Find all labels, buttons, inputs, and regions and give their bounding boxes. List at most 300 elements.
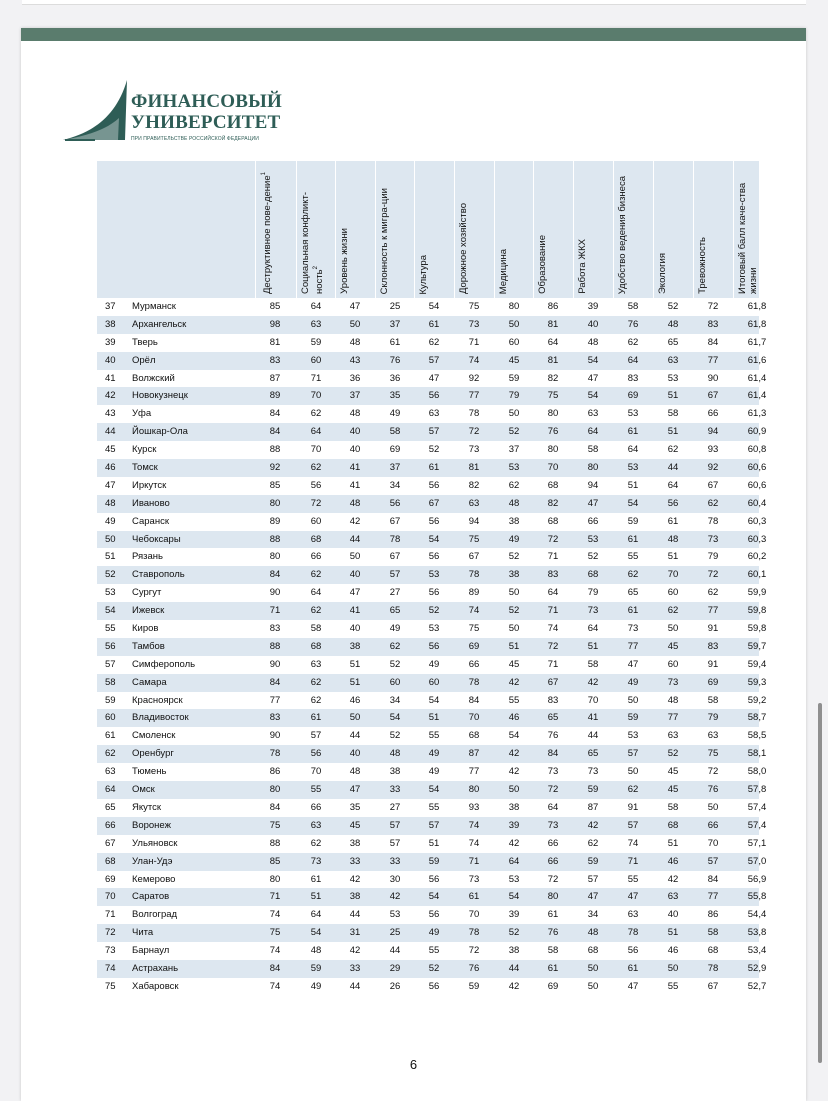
score-cell: 65 (547, 712, 559, 724)
score-cell: 56 (428, 873, 440, 885)
score-cell: 80 (547, 891, 559, 903)
score-cell: 40 (349, 623, 361, 635)
score-cell: 91 (627, 801, 639, 813)
score-cell: 75 (468, 533, 480, 545)
city-cell: Ульяновск (132, 837, 178, 849)
total-score-cell: 59,2 (747, 694, 767, 706)
score-cell: 77 (707, 605, 719, 617)
score-cell: 75 (468, 301, 480, 312)
score-cell: 57 (389, 569, 401, 581)
score-cell: 76 (468, 962, 480, 974)
score-cell: 41 (587, 712, 599, 724)
score-cell: 75 (468, 623, 480, 635)
city-cell: Киров (132, 623, 159, 635)
score-cell: 67 (547, 676, 559, 688)
score-cell: 64 (508, 855, 520, 867)
score-cell: 84 (269, 408, 281, 420)
score-cell: 68 (547, 515, 559, 527)
score-cell: 84 (269, 962, 281, 974)
score-cell: 63 (310, 658, 322, 670)
score-cell: 67 (468, 551, 480, 563)
score-cell: 50 (627, 766, 639, 778)
score-cell: 51 (667, 551, 679, 563)
rank-cell: 72 (105, 927, 116, 939)
score-cell: 83 (547, 694, 559, 706)
column-header (494, 161, 535, 298)
score-cell: 84 (269, 801, 281, 813)
score-cell: 64 (310, 426, 322, 438)
score-cell: 41 (349, 605, 361, 617)
city-cell: Воронеж (132, 819, 171, 831)
score-cell: 89 (269, 390, 281, 402)
score-cell: 80 (547, 408, 559, 420)
logo-line-3: ПРИ ПРАВИТЕЛЬСТВЕ РОССИЙСКОЙ ФЕДЕРАЦИИ (131, 136, 259, 142)
rank-cell: 62 (105, 748, 116, 760)
column-header-label (697, 237, 708, 294)
score-cell: 75 (707, 748, 719, 760)
score-cell: 86 (707, 909, 719, 921)
score-cell: 36 (349, 372, 361, 384)
total-score-cell: 61,4 (747, 390, 767, 402)
score-cell: 40 (349, 748, 361, 760)
total-score-cell: 55,8 (747, 891, 767, 903)
score-cell: 27 (389, 587, 401, 599)
total-score-cell: 59,3 (747, 676, 767, 688)
score-cell: 63 (667, 730, 679, 742)
score-cell: 42 (508, 676, 520, 688)
city-cell: Йошкар-Ола (132, 426, 188, 438)
city-cell: Волгоград (132, 909, 178, 921)
city-cell: Томск (132, 462, 158, 474)
score-cell: 55 (508, 694, 520, 706)
table-row (97, 513, 767, 531)
score-cell: 73 (707, 533, 719, 545)
score-cell: 46 (667, 855, 679, 867)
score-cell: 57 (707, 855, 719, 867)
city-cell: Чита (132, 927, 154, 939)
column-header-label (259, 172, 273, 294)
score-cell: 77 (707, 891, 719, 903)
score-cell: 54 (428, 891, 440, 903)
score-cell: 54 (587, 354, 599, 366)
score-cell: 55 (627, 551, 639, 563)
scrollbar[interactable] (818, 703, 822, 1063)
score-cell: 45 (508, 354, 520, 366)
score-cell: 52 (428, 605, 440, 617)
table-row (97, 888, 767, 906)
score-cell: 51 (428, 712, 440, 724)
column-header (296, 161, 337, 298)
score-cell: 63 (428, 408, 440, 420)
score-cell: 68 (707, 945, 719, 957)
score-cell: 47 (627, 980, 639, 992)
table-row (97, 405, 767, 423)
score-cell: 76 (547, 426, 559, 438)
score-cell: 49 (428, 766, 440, 778)
score-cell: 46 (349, 694, 361, 706)
column-header (375, 161, 416, 298)
score-cell: 54 (389, 712, 401, 724)
score-cell: 80 (269, 497, 281, 509)
total-score-cell: 53,8 (747, 927, 767, 939)
table-body (97, 298, 767, 996)
score-cell: 54 (310, 927, 322, 939)
score-cell: 47 (627, 891, 639, 903)
city-cell: Саратов (132, 891, 170, 903)
city-cell: Орёл (132, 354, 156, 366)
score-cell: 53 (508, 462, 520, 474)
score-cell: 78 (468, 927, 480, 939)
score-cell: 98 (269, 318, 281, 330)
score-cell: 55 (428, 945, 440, 957)
score-cell: 81 (269, 336, 281, 348)
score-cell: 88 (269, 837, 281, 849)
score-cell: 73 (547, 766, 559, 778)
score-cell: 44 (389, 945, 401, 957)
score-cell: 61 (310, 873, 322, 885)
table-row (97, 334, 767, 352)
score-cell: 63 (667, 354, 679, 366)
score-cell: 47 (627, 658, 639, 670)
score-cell: 87 (468, 748, 480, 760)
rank-cell: 37 (105, 301, 116, 312)
score-cell: 40 (587, 318, 599, 330)
score-cell: 33 (389, 855, 401, 867)
score-cell: 66 (310, 801, 322, 813)
table-row (97, 656, 767, 674)
score-cell: 80 (269, 873, 281, 885)
score-cell: 87 (269, 372, 281, 384)
score-cell: 62 (707, 497, 719, 509)
city-cell: Симферополь (132, 658, 196, 670)
score-cell: 42 (389, 891, 401, 903)
rank-cell: 75 (105, 980, 116, 992)
rank-cell: 52 (105, 569, 116, 581)
score-cell: 37 (389, 462, 401, 474)
score-cell: 62 (587, 837, 599, 849)
table-row (97, 620, 767, 638)
score-cell: 72 (468, 426, 480, 438)
column-header (533, 161, 574, 298)
score-cell: 56 (667, 497, 679, 509)
city-cell: Волжский (132, 372, 175, 384)
score-cell: 51 (667, 390, 679, 402)
score-cell: 48 (349, 497, 361, 509)
rank-cell: 71 (105, 909, 116, 921)
header-accent-bar (21, 28, 806, 41)
document-page (21, 28, 806, 1101)
score-cell: 63 (627, 909, 639, 921)
total-score-cell: 53,4 (747, 945, 767, 957)
score-cell: 58 (310, 623, 322, 635)
score-cell: 89 (468, 587, 480, 599)
score-cell: 92 (707, 462, 719, 474)
score-cell: 64 (547, 587, 559, 599)
total-score-cell: 59,8 (747, 605, 767, 617)
score-cell: 73 (468, 873, 480, 885)
rank-cell: 46 (105, 462, 116, 474)
score-cell: 65 (667, 336, 679, 348)
total-score-cell: 61,7 (747, 336, 767, 348)
score-cell: 47 (349, 301, 361, 312)
score-cell: 73 (468, 318, 480, 330)
score-cell: 88 (269, 444, 281, 456)
score-cell: 58 (707, 694, 719, 706)
rank-cell: 59 (105, 694, 116, 706)
rank-cell: 42 (105, 390, 116, 402)
score-cell: 53 (428, 569, 440, 581)
table-row (97, 960, 767, 978)
score-cell: 52 (508, 551, 520, 563)
score-cell: 63 (310, 318, 322, 330)
score-cell: 54 (508, 891, 520, 903)
score-cell: 70 (468, 712, 480, 724)
score-cell: 58 (667, 801, 679, 813)
score-cell: 72 (547, 533, 559, 545)
table-row (97, 799, 767, 817)
score-cell: 70 (667, 569, 679, 581)
score-cell: 70 (468, 909, 480, 921)
score-cell: 51 (667, 426, 679, 438)
rank-cell: 43 (105, 408, 116, 420)
score-cell: 66 (547, 837, 559, 849)
score-cell: 44 (349, 730, 361, 742)
city-cell: Иваново (132, 497, 170, 509)
score-cell: 42 (508, 980, 520, 992)
score-cell: 79 (707, 712, 719, 724)
score-cell: 69 (547, 980, 559, 992)
total-score-cell: 56,9 (747, 873, 767, 885)
score-cell: 71 (627, 855, 639, 867)
city-cell: Оренбург (132, 748, 174, 760)
score-cell: 53 (508, 873, 520, 885)
score-cell: 57 (389, 837, 401, 849)
score-cell: 51 (627, 479, 639, 491)
score-cell: 56 (627, 945, 639, 957)
score-cell: 55 (310, 784, 322, 796)
score-cell: 58 (587, 444, 599, 456)
score-cell: 73 (468, 444, 480, 456)
score-cell: 60 (667, 587, 679, 599)
column-header-label (657, 253, 668, 294)
score-cell: 48 (349, 408, 361, 420)
score-cell: 64 (547, 336, 559, 348)
score-cell: 48 (508, 497, 520, 509)
score-cell: 83 (707, 640, 719, 652)
score-cell: 66 (587, 515, 599, 527)
table-row (97, 906, 767, 924)
score-cell: 47 (428, 372, 440, 384)
score-cell: 59 (428, 855, 440, 867)
score-cell: 35 (389, 390, 401, 402)
score-cell: 63 (667, 891, 679, 903)
city-cell: Ставрополь (132, 569, 185, 581)
score-cell: 49 (389, 408, 401, 420)
score-cell: 60 (508, 336, 520, 348)
column-header-text: Уровень жизни (339, 228, 350, 294)
score-cell: 61 (627, 605, 639, 617)
score-cell: 56 (428, 551, 440, 563)
score-cell: 50 (627, 694, 639, 706)
city-cell: Владивосток (132, 712, 189, 724)
score-cell: 68 (310, 533, 322, 545)
score-cell: 47 (587, 891, 599, 903)
score-cell: 47 (587, 497, 599, 509)
score-cell: 76 (627, 318, 639, 330)
score-cell: 58 (389, 426, 401, 438)
score-cell: 67 (707, 980, 719, 992)
score-cell: 34 (389, 479, 401, 491)
score-cell: 84 (547, 748, 559, 760)
total-score-cell: 52,7 (747, 980, 767, 992)
table-row (97, 924, 767, 942)
score-cell: 51 (428, 837, 440, 849)
score-cell: 93 (468, 801, 480, 813)
score-cell: 67 (707, 390, 719, 402)
table-row (97, 727, 767, 745)
score-cell: 74 (269, 945, 281, 957)
score-cell: 74 (468, 354, 480, 366)
score-cell: 48 (667, 533, 679, 545)
score-cell: 54 (587, 390, 599, 402)
score-cell: 39 (508, 909, 520, 921)
score-cell: 75 (547, 390, 559, 402)
score-cell: 42 (508, 748, 520, 760)
score-cell: 77 (269, 694, 281, 706)
logo-line-2: УНИВЕРСИТЕТ (131, 112, 281, 133)
score-cell: 62 (667, 444, 679, 456)
score-cell: 44 (349, 909, 361, 921)
score-cell: 41 (349, 479, 361, 491)
footnote-marker: 1 (261, 172, 267, 176)
score-cell: 48 (349, 766, 361, 778)
score-cell: 56 (310, 479, 322, 491)
table-row (97, 566, 767, 584)
table-row (97, 853, 767, 871)
quality-of-life-table (97, 161, 767, 996)
rank-cell: 49 (105, 515, 116, 527)
score-cell: 65 (627, 587, 639, 599)
score-cell: 52 (667, 301, 679, 312)
score-cell: 71 (310, 372, 322, 384)
score-cell: 72 (310, 497, 322, 509)
column-header (255, 161, 296, 298)
score-cell: 39 (587, 301, 599, 312)
score-cell: 68 (587, 945, 599, 957)
table-row (97, 298, 767, 316)
rank-cell: 73 (105, 945, 116, 957)
score-cell: 58 (707, 927, 719, 939)
score-cell: 46 (667, 945, 679, 957)
score-cell: 62 (428, 336, 440, 348)
column-header-text: Дорожное хозяйство (458, 202, 469, 294)
table-row (97, 495, 767, 513)
table-row (97, 781, 767, 799)
column-header-text: Медицина (498, 248, 509, 294)
score-cell: 74 (547, 623, 559, 635)
score-cell: 91 (707, 623, 719, 635)
score-cell: 81 (547, 318, 559, 330)
score-cell: 83 (269, 354, 281, 366)
score-cell: 26 (389, 980, 401, 992)
city-cell: Самара (132, 676, 167, 688)
score-cell: 81 (547, 354, 559, 366)
score-cell: 61 (547, 962, 559, 974)
score-cell: 81 (468, 462, 480, 474)
score-cell: 53 (587, 533, 599, 545)
total-score-cell: 60,6 (747, 479, 767, 491)
score-cell: 29 (389, 962, 401, 974)
score-cell: 73 (310, 855, 322, 867)
score-cell: 64 (310, 909, 322, 921)
score-cell: 48 (587, 336, 599, 348)
score-cell: 68 (468, 730, 480, 742)
score-cell: 39 (508, 819, 520, 831)
score-cell: 78 (468, 569, 480, 581)
score-cell: 45 (667, 766, 679, 778)
score-cell: 36 (389, 372, 401, 384)
score-cell: 62 (508, 479, 520, 491)
score-cell: 69 (627, 390, 639, 402)
rank-cell: 70 (105, 891, 116, 903)
total-score-cell: 60,4 (747, 497, 767, 509)
score-cell: 38 (349, 837, 361, 849)
score-cell: 59 (310, 336, 322, 348)
rank-cell: 48 (105, 497, 116, 509)
score-cell: 62 (627, 784, 639, 796)
score-cell: 50 (667, 623, 679, 635)
score-cell: 48 (349, 336, 361, 348)
score-cell: 68 (547, 479, 559, 491)
score-cell: 56 (428, 479, 440, 491)
score-cell: 77 (468, 390, 480, 402)
score-cell: 90 (269, 658, 281, 670)
score-cell: 58 (627, 301, 639, 312)
score-cell: 66 (468, 658, 480, 670)
table-row (97, 638, 767, 656)
city-cell: Астрахань (132, 962, 179, 974)
score-cell: 60 (310, 354, 322, 366)
score-cell: 62 (310, 462, 322, 474)
score-cell: 90 (269, 730, 281, 742)
score-cell: 68 (587, 569, 599, 581)
score-cell: 94 (468, 515, 480, 527)
score-cell: 83 (269, 712, 281, 724)
score-cell: 51 (587, 640, 599, 652)
score-cell: 72 (707, 569, 719, 581)
column-header-text: Образование (537, 235, 548, 294)
table-row (97, 423, 767, 441)
rank-cell: 50 (105, 533, 116, 545)
score-cell: 57 (428, 426, 440, 438)
score-cell: 83 (707, 318, 719, 330)
score-cell: 62 (627, 569, 639, 581)
score-cell: 50 (349, 551, 361, 563)
score-cell: 49 (428, 927, 440, 939)
score-cell: 53 (627, 730, 639, 742)
score-cell: 42 (349, 515, 361, 527)
score-cell: 61 (428, 462, 440, 474)
rank-cell: 60 (105, 712, 116, 724)
score-cell: 62 (627, 336, 639, 348)
score-cell: 49 (310, 980, 322, 992)
score-cell: 53 (627, 462, 639, 474)
score-cell: 86 (269, 766, 281, 778)
score-cell: 52 (389, 658, 401, 670)
column-header-text: Тревожность (697, 237, 708, 294)
score-cell: 57 (428, 354, 440, 366)
score-cell: 37 (389, 318, 401, 330)
